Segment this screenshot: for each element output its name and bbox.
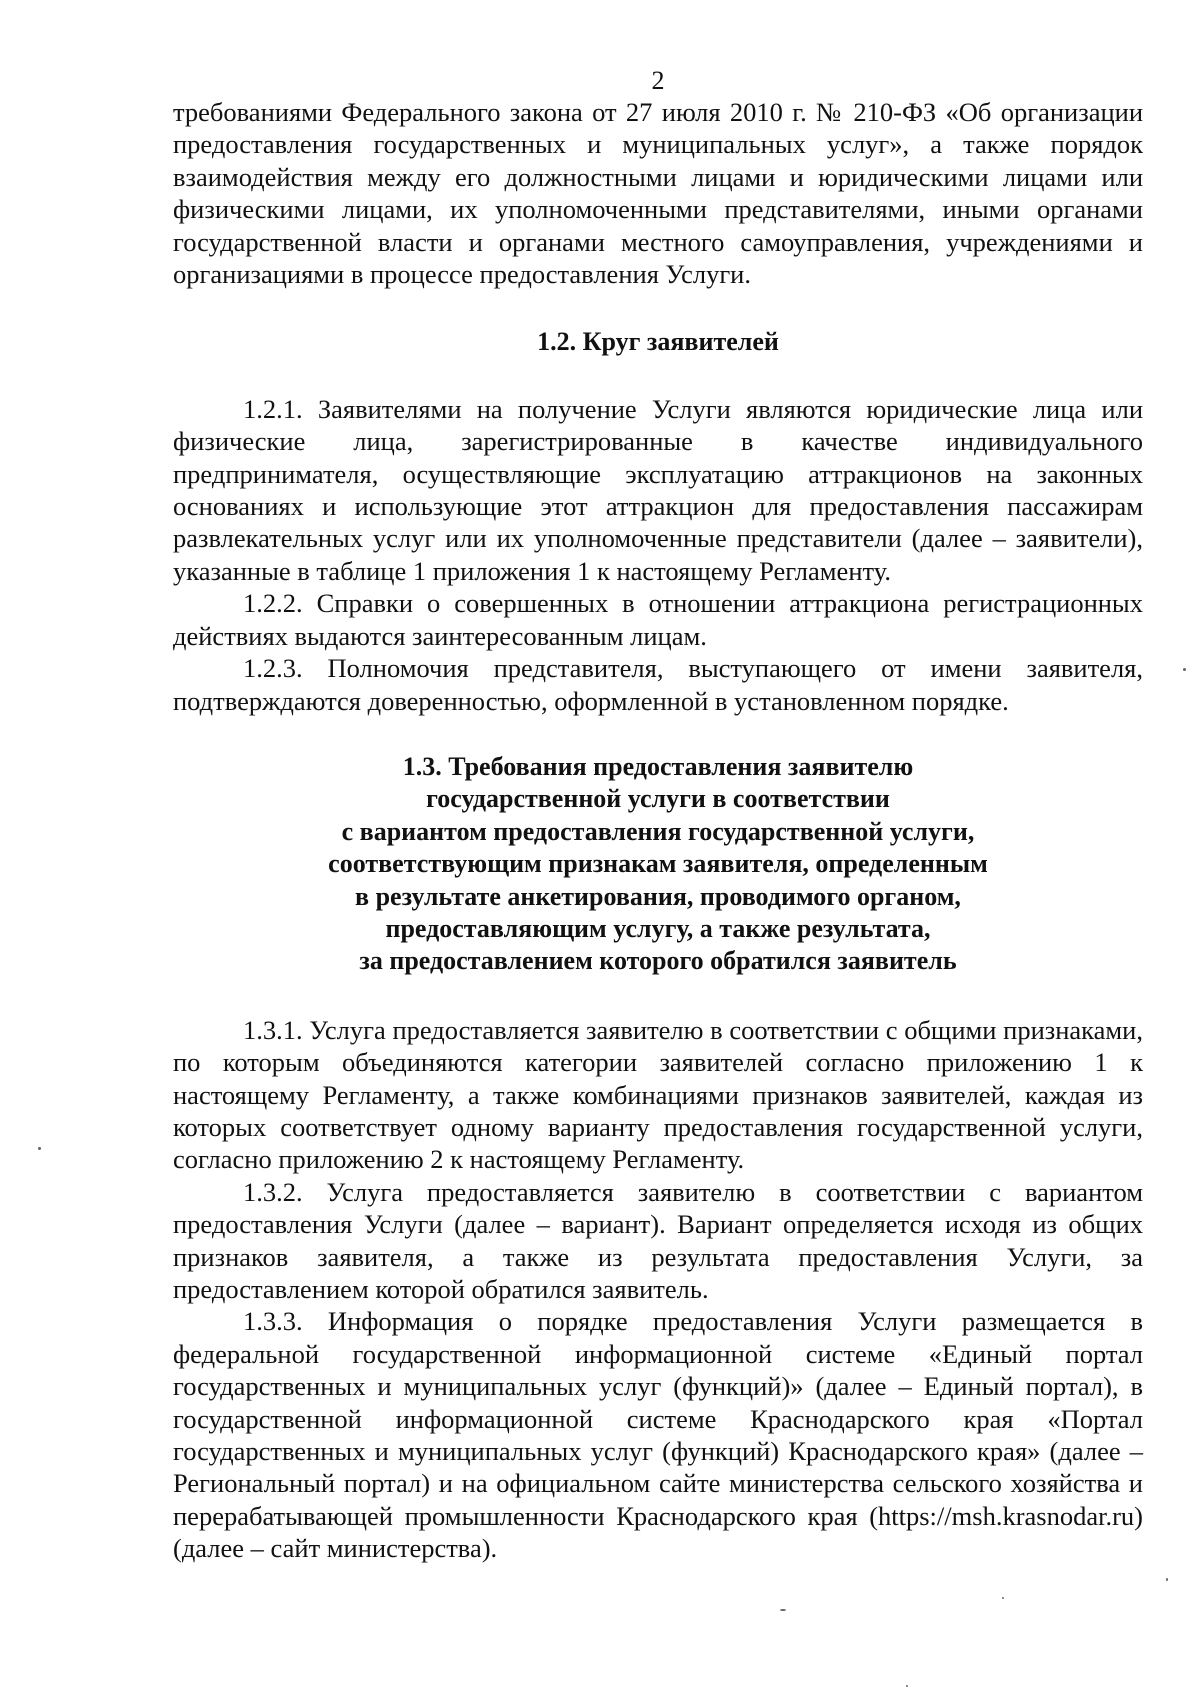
paragraph-1-3-1: 1.3.1. Услуга предоставляется заявителю в соответствии с общими признаками, по которым объединяются категории заявителей согласно приложению 1 к настоящему Регламенту, а также комбинациями признаков заявителей, каждая из которых соответствует одному варианту предоставления государственной услуги, согласно приложению 2 к настоящему Регламенту. [173,1014,1143,1175]
section-1-3-heading-line: за предоставлением которого обратился заявитель [359,946,957,976]
scan-speck [780,1609,786,1611]
scan-speck [1183,668,1186,671]
paragraph-1-2-2: 1.2.2. Справки о совершенных в отношении аттракциона регистрационных действиях выдаются заинтересованным лицам. [173,588,1143,651]
document-page [173,66,1143,1565]
section-1-3-heading-line: предоставляющим услугу, а также результата, [385,913,931,943]
section-1-3-heading-line: государственной услуги в соответствии [426,784,890,814]
section-1-3-heading [268,751,1048,978]
paragraph-1-3-3: 1.3.3. Информация о порядке предоставления Услуги размещается в федеральной государственной информационной системе «Единый портал государственных и муниципальных услуг (функций)» (далее – Единый портал), в государственной информационной системе Краснодарского края «Портал государственных и муниципальных услуг (функций) Краснодарского края» (далее – Региональный портал) и на официальном сайте министерства сельского хозяйства и перерабатывающей промышленности Краснодарского края (https://msh.krasnodar.ru) (далее – сайт министерства). [173,1306,1143,1564]
scan-speck [38,1147,41,1150]
page-number: 2 [651,66,665,95]
section-1-2-heading: 1.2. Круг заявителей [537,327,779,357]
paragraph-1-2-1: 1.2.1. Заявителями на получение Услуги являются юридические лица или физические лица, зарегистрированные в качестве индивидуального предпринимателя, осуществляющие эксплуатацию аттракционов на законных основаниях и использующие этот аттракцион для предоставления пассажирам развлекательных услуг или их уполномоченные представители (далее – заявители), указанные в таблице 1 приложения 1 к настоящему Регламенту. [173,393,1143,586]
paragraph-1-3-2: 1.3.2. Услуга предоставляется заявителю в соответствии с вариантом предоставления Услуги (далее – вариант). Вариант определяется исходя из общих признаков заявителя, а также из результата предоставления Услуги, за предоставлением которой обратился заявитель. [173,1176,1143,1304]
section-1-3-heading-line: в результате анкетирования, проводимого органом, [355,881,961,911]
scan-speck [1166,1578,1168,1581]
section-1-3-heading-line: с вариантом предоставления государственной услуги, [341,816,975,846]
section-1-3-heading-line: 1.3. Требования предоставления заявителю [402,751,914,781]
intro-paragraph: требованиями Федерального закона от 27 июля 2010 г. № 210-ФЗ «Об организации предоставления государственных и муниципальных услуг», а также порядок взаимодействия между его должностными лицами и юридическими лицами или физическими лицами, их уполномоченными представителями, иными органами государственной власти и органами местного самоуправления, учреждениями и организациями в процессе предоставления Услуги. [173,97,1143,290]
paragraph-1-2-3: 1.2.3. Полномочия представителя, выступающего от имени заявителя, подтверждаются доверенностью, оформленной в установленном порядке. [173,653,1143,716]
scan-speck [906,1685,908,1687]
scan-speck [1002,1597,1004,1599]
section-1-3-heading-line: соответствующим признакам заявителя, определенным [328,849,988,879]
